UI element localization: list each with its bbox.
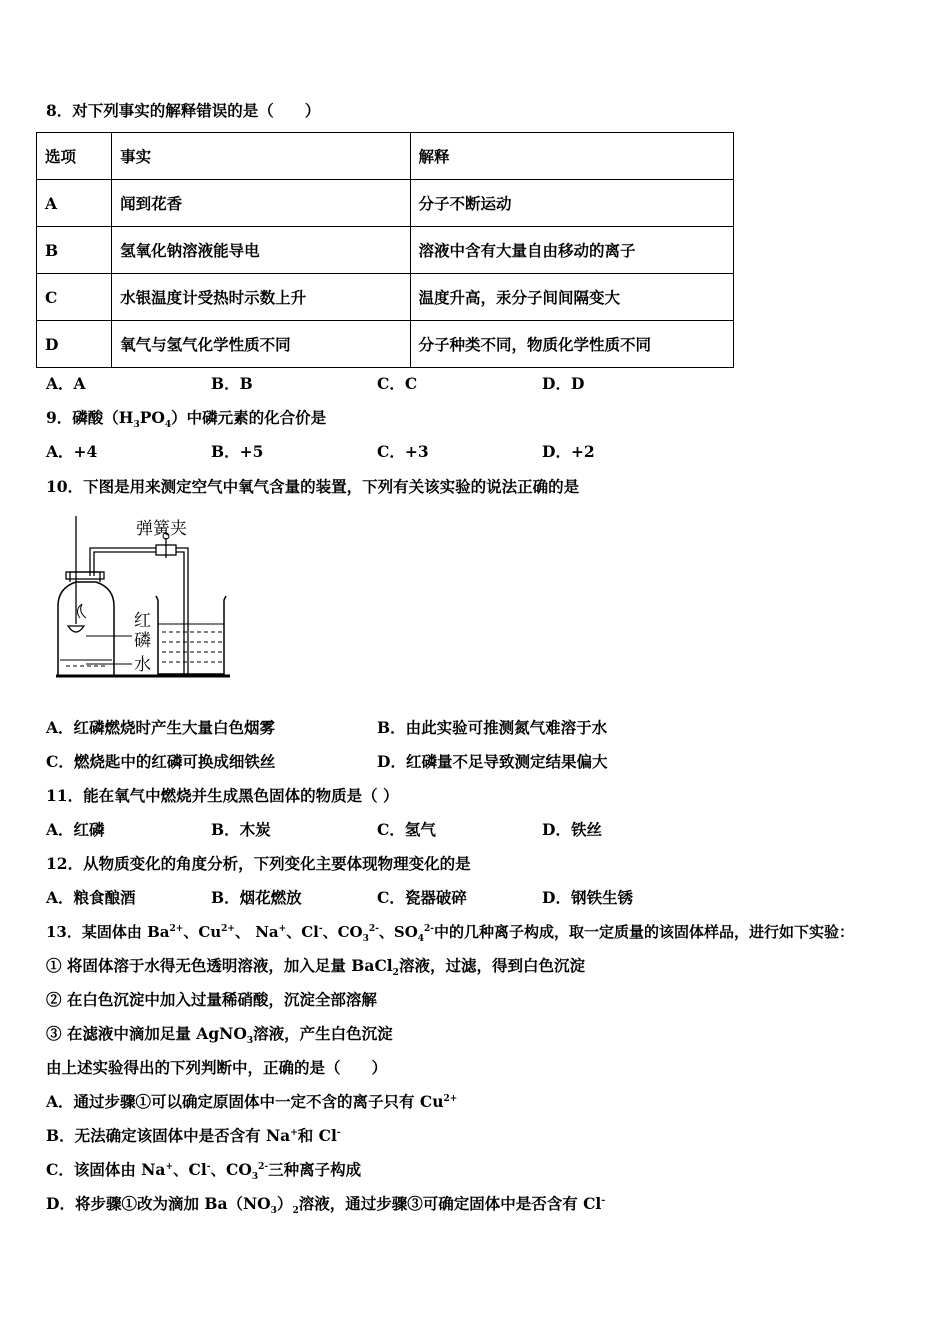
q13-option-c[interactable]: C．该固体由 Na+、Cl-、$CO_3^{2-}$三种离子构成: [46, 1160, 362, 1183]
table-row: [37, 227, 734, 274]
table-cell: 氧气与氢气化学性质不同: [112, 321, 410, 368]
q9-option-b[interactable]: B．+5: [211, 442, 264, 461]
q13-step-3: ③ 在滤液中滴加足量 AgNO$_3$溶液，产生白色沉淀: [46, 1024, 393, 1047]
phosphorus-label-2: 磷: [134, 631, 151, 651]
q10-option-d[interactable]: D．红磷量不足导致测定结果偏大: [377, 752, 608, 771]
q9-option-a[interactable]: A．+4: [46, 442, 98, 461]
q13-option-b[interactable]: B．无法确定该固体中是否含有 Na+和 Cl-: [46, 1126, 341, 1145]
table-cell: 分子不断运动: [410, 180, 733, 227]
q11-option-a[interactable]: A．红磷: [46, 820, 105, 839]
clamp-label: 弹簧夹: [136, 519, 187, 539]
q11-option-d[interactable]: D．铁丝: [542, 820, 602, 839]
table-cell: 分子种类不同，物质化学性质不同: [410, 321, 733, 368]
water-label: 水: [134, 655, 151, 675]
table-cell: 温度升高，汞分子间间隔变大: [410, 274, 733, 321]
q8-option-b[interactable]: B．B: [211, 374, 253, 393]
table-header-row: [37, 133, 734, 180]
q10-option-a[interactable]: A．红磷燃烧时产生大量白色烟雾: [46, 718, 276, 737]
q8-option-a[interactable]: A．A: [46, 374, 86, 393]
table-row: [37, 274, 734, 321]
water-beaker: [156, 596, 226, 674]
table-cell: C: [37, 274, 112, 321]
q12-option-a[interactable]: A．粮食酿酒: [46, 888, 136, 907]
table-cell: D: [37, 321, 112, 368]
table-row: [37, 321, 734, 368]
table-header-cell: 解释: [410, 133, 733, 180]
q9-option-d[interactable]: D．+2: [542, 442, 595, 461]
q13-stem: 13．某固体由 $Ba^{2+}$、$Cu^{2+}$、 Na+、Cl-、$CO_3^{2-}$、$SO_4^{2-}$中的几种离子构成，取一定质量的该固体样品，进行如下实验：: [46, 923, 855, 944]
q12-option-b[interactable]: B．烟花燃放: [211, 888, 302, 907]
q10-option-c[interactable]: C．燃烧匙中的红磷可换成细铁丝: [46, 752, 276, 771]
q9-option-c[interactable]: C．+3: [377, 442, 429, 461]
q12-option-c[interactable]: C．瓷器破碎: [377, 888, 467, 907]
table-cell: A: [37, 180, 112, 227]
q13-question: 由上述实验得出的下列判断中，正确的是（ ）: [46, 1058, 388, 1077]
q11-option-b[interactable]: B．木炭: [211, 820, 271, 839]
gas-flask: [58, 516, 114, 676]
q11-option-c[interactable]: C．氢气: [377, 820, 436, 839]
table-cell: B: [37, 227, 112, 274]
q8-table: [36, 132, 734, 368]
q10-stem: 10．下图是用来测定空气中氧气含量的装置，下列有关该实验的说法正确的是: [46, 477, 580, 496]
q8-option-d[interactable]: D．D: [542, 374, 585, 393]
table-header-cell: 选项: [37, 133, 112, 180]
table-header-cell: 事实: [112, 133, 410, 180]
q10-option-b[interactable]: B．由此实验可推测氮气难溶于水: [377, 718, 608, 737]
q13-step-1: ① 将固体溶于水得无色透明溶液，加入足量 BaCl$_2$溶液，过滤，得到白色沉淀: [46, 956, 585, 979]
q8-stem: 8．对下列事实的解释错误的是（ ）: [46, 101, 321, 120]
q12-option-d[interactable]: D．钢铁生锈: [542, 888, 633, 907]
table-cell: 闻到花香: [112, 180, 410, 227]
phosphorus-label-1: 红: [134, 611, 151, 631]
table-row: [37, 180, 734, 227]
q13-option-a[interactable]: A．通过步骤①可以确定原固体中一定不含的离子只有 $Cu^{2+}$: [46, 1092, 458, 1111]
table-cell: 水银温度计受热时示数上升: [112, 274, 410, 321]
q13-option-d[interactable]: D．将步骤①改为滴加 $Ba(NO_3)_2$溶液，通过步骤③可确定固体中是否含有 Cl-: [46, 1194, 606, 1217]
apparatus-diagram: [46, 514, 246, 684]
q11-stem: 11．能在氧气中燃烧并生成黑色固体的物质是（ ）: [46, 786, 399, 805]
q12-stem: 12．从物质变化的角度分析，下列变化主要体现物理变化的是: [46, 854, 471, 873]
q9-stem: 9．磷酸$(H_3PO_4)$中磷元素的化合价是: [46, 408, 327, 431]
q8-option-c[interactable]: C．C: [377, 374, 418, 393]
table-cell: 溶液中含有大量自由移动的离子: [410, 227, 733, 274]
table-cell: 氢氧化钠溶液能导电: [112, 227, 410, 274]
q13-step-2: ② 在白色沉淀中加入过量稀硝酸，沉淀全部溶解: [46, 990, 377, 1009]
